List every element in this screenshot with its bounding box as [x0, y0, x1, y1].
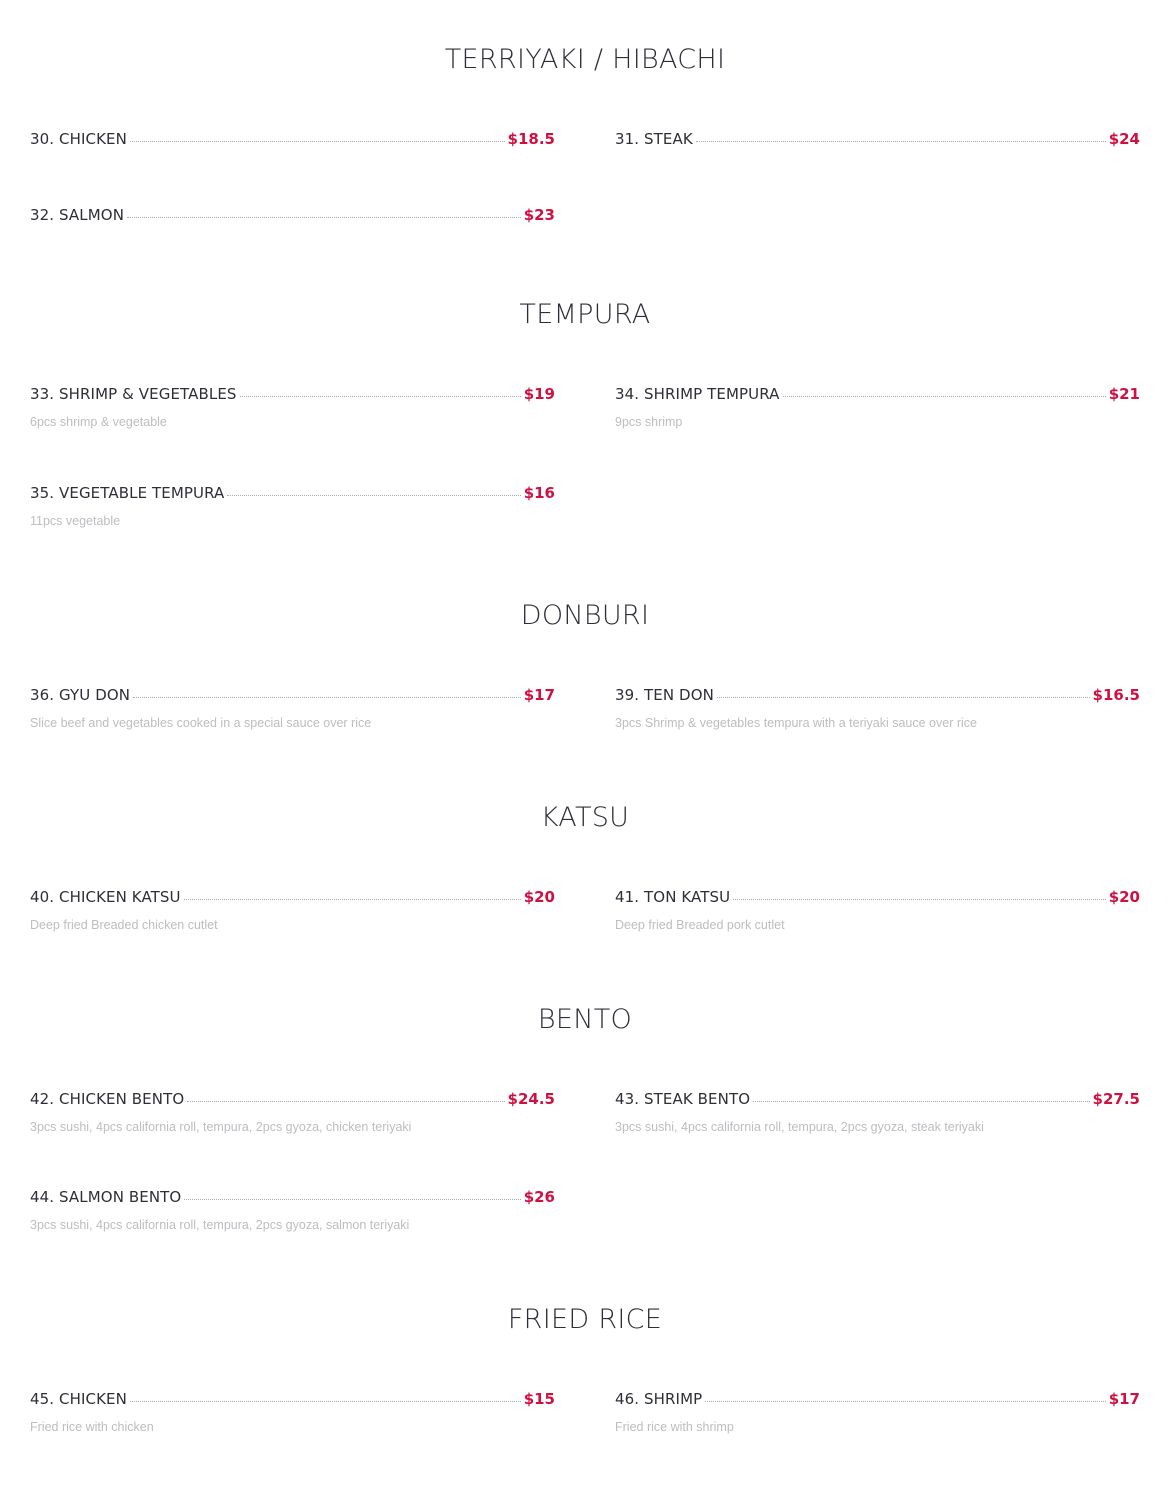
item-name: 33. SHRIMP & VEGETABLES [30, 385, 237, 403]
item-description: 9pcs shrimp [615, 415, 683, 429]
item-name: 31. STEAK [615, 130, 693, 148]
item-name: 41. TON KATSU [615, 888, 731, 906]
section-title-teriyaki-hibachi: TERRIYAKI / HIBACHI [444, 44, 726, 75]
leader-dots [127, 217, 521, 218]
item-price: $17 [1108, 1390, 1140, 1408]
item-name: 36. GYU DON [30, 686, 131, 704]
menu-item-vegetable-tempura [30, 484, 555, 528]
section-title-katsu: KATSU [540, 802, 630, 833]
menu-item-steak-bento [615, 1090, 1140, 1134]
item-description: Deep fried Breaded chicken cutlet [30, 918, 218, 932]
menu-item-steak-teriyaki [615, 130, 1140, 152]
menu-item-shrimp-tempura [615, 385, 1140, 429]
item-price: $16.5 [1092, 686, 1140, 704]
item-price: $19 [523, 385, 555, 403]
item-name: 46. SHRIMP [615, 1390, 703, 1408]
item-price: $17 [523, 686, 555, 704]
item-name: 39. TEN DON [615, 686, 714, 704]
item-description: 11pcs vegetable [30, 514, 121, 528]
item-price: $20 [1108, 888, 1140, 906]
leader-dots [130, 1401, 521, 1402]
item-description: 6pcs shrimp & vegetable [30, 415, 167, 429]
item-price: $20 [523, 888, 555, 906]
item-name: 43. STEAK BENTO [615, 1090, 751, 1108]
menu-item-salmon-bento [30, 1188, 555, 1232]
item-description: Fried rice with shrimp [615, 1420, 734, 1434]
menu-item-chicken-katsu [30, 888, 555, 932]
leader-dots [130, 141, 505, 142]
item-name: 30. CHICKEN [30, 130, 127, 148]
item-name: 32. SALMON [30, 206, 125, 224]
menu-item-ton-katsu [615, 888, 1140, 932]
menu-item-gyu-don [30, 686, 555, 730]
leader-dots [184, 899, 521, 900]
leader-dots [705, 1401, 1105, 1402]
item-price: $26 [523, 1188, 555, 1206]
menu-item-chicken-bento [30, 1090, 555, 1134]
menu-item-shrimp-vegetables [30, 385, 555, 429]
leader-dots [184, 1199, 520, 1200]
item-name: 44. SALMON BENTO [30, 1188, 182, 1206]
item-description: Slice beef and vegetables cooked in a special sauce over rice [30, 716, 372, 730]
leader-dots [733, 899, 1105, 900]
menu-item-ten-don [615, 686, 1140, 730]
item-description: 3pcs sushi, 4pcs california roll, tempura, 2pcs gyoza, salmon teriyaki [30, 1218, 410, 1232]
menu-item-chicken-teriyaki [30, 130, 555, 152]
item-price: $23 [523, 206, 555, 224]
item-name: 34. SHRIMP TEMPURA [615, 385, 780, 403]
menu-item-salmon-teriyaki [30, 206, 555, 228]
leader-dots [240, 396, 521, 397]
item-price: $21 [1108, 385, 1140, 403]
section-title-donburi: DONBURI [520, 600, 650, 631]
leader-dots [753, 1101, 1089, 1102]
item-name: 35. VEGETABLE TEMPURA [30, 484, 225, 502]
item-description: 3pcs sushi, 4pcs california roll, tempura, 2pcs gyoza, chicken teriyaki [30, 1120, 412, 1134]
item-price: $27.5 [1092, 1090, 1140, 1108]
item-name: 42. CHICKEN BENTO [30, 1090, 185, 1108]
leader-dots [187, 1101, 504, 1102]
item-description: Deep fried Breaded pork cutlet [615, 918, 785, 932]
menu-item-shrimp-fried-rice [615, 1390, 1140, 1434]
section-title-bento: BENTO [537, 1004, 633, 1035]
leader-dots [696, 141, 1106, 142]
item-price: $18.5 [507, 130, 555, 148]
leader-dots [227, 495, 520, 496]
item-description: Fried rice with chicken [30, 1420, 154, 1434]
item-price: $24.5 [507, 1090, 555, 1108]
leader-dots [783, 396, 1106, 397]
section-title-fried-rice: FRIED RICE [507, 1304, 663, 1335]
item-description: 3pcs Shrimp & vegetables tempura with a teriyaki sauce over rice [615, 716, 977, 730]
menu-item-chicken-fried-rice [30, 1390, 555, 1434]
item-price: $15 [523, 1390, 555, 1408]
item-name: 45. CHICKEN [30, 1390, 127, 1408]
section-title-tempura: TEMPURA [519, 299, 651, 330]
item-description: 3pcs sushi, 4pcs california roll, tempura, 2pcs gyoza, steak teriyaki [615, 1120, 984, 1134]
leader-dots [133, 697, 521, 698]
item-name: 40. CHICKEN KATSU [30, 888, 181, 906]
item-price: $16 [523, 484, 555, 502]
item-price: $24 [1108, 130, 1140, 148]
leader-dots [717, 697, 1090, 698]
